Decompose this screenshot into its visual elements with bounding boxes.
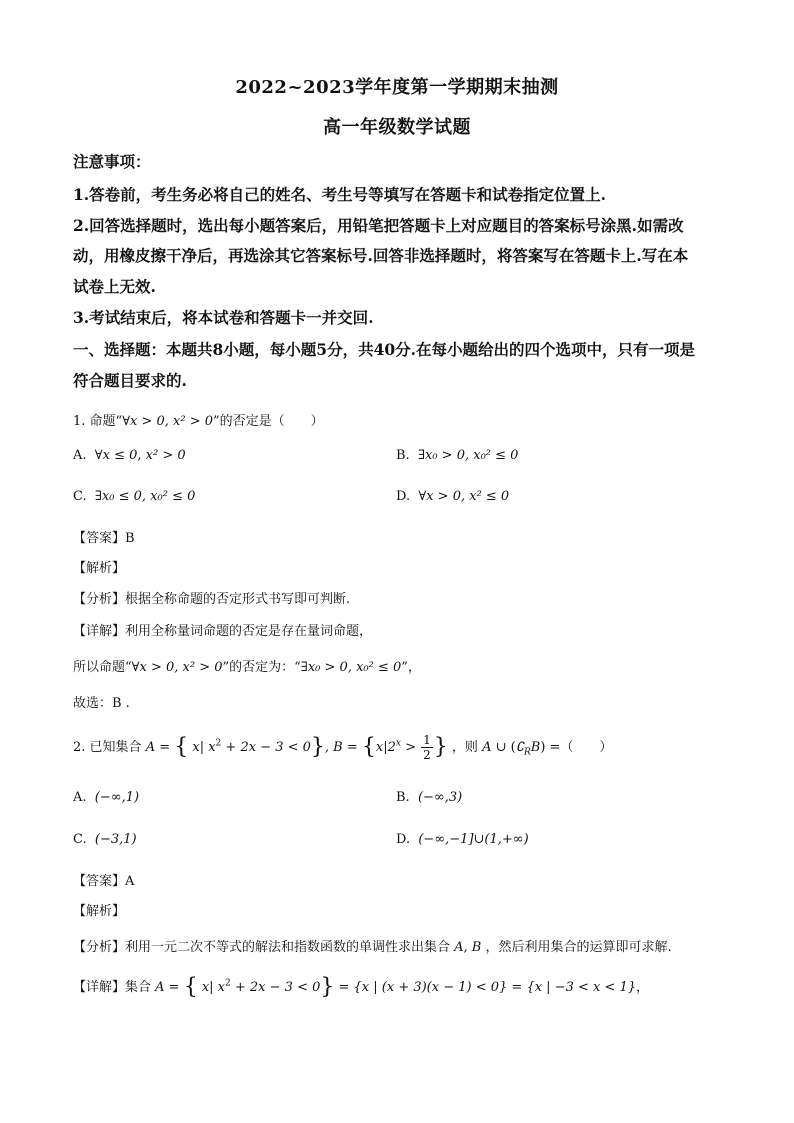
notice-item-2-line-3: 试卷上无效. <box>73 277 156 296</box>
q1-fenxi: 【分析】根据全称命题的否定形式书写即可判断. <box>73 592 351 607</box>
q1-option-d: D. ∀x > 0, x² ≤ 0 <box>396 489 510 504</box>
section-heading-line-2: 符合题目要求的. <box>73 371 187 390</box>
section-heading-line-1: 一、选择题：本题共8小题，每小题5分，共40分.在每小题给出的四个选项中，只有一项是 <box>73 340 696 359</box>
q1-stem: 1. 命题“∀x > 0, x² > 0”的否定是（ ） <box>73 414 324 429</box>
q2-option-c: C. (−3,1) <box>73 832 137 847</box>
q2-stem: 2. 已知集合 A = { x| $x^2 + 2x - 3 < 0$}, $B = \{x|2^x$ > $\frac{1}{2}$ } ，则 A ∪ $(∁_RB)$ =（ ） <box>73 733 613 762</box>
q1-stem-math: ∀x > 0, x² > 0 <box>122 414 214 429</box>
q2-answer: 【答案】A <box>73 874 135 889</box>
q1-choose: 故选：B . <box>73 696 130 711</box>
q1-answer: 【答案】B <box>73 531 135 546</box>
q1-option-b: B. ∃x₀ > 0, x₀² ≤ 0 <box>396 448 519 463</box>
q1-xiangjie: 【详解】利用全称量词命题的否定是存在量词命题， <box>73 624 373 639</box>
q2-xiangjie: 【详解】集合 A = { x| $x^2 + 2x - 3 < 0\} = \{x$ | (x + 3)(x − 1) < 0} = {x | −3 < x < 1}， <box>73 974 650 1000</box>
q2-option-a: A. (−∞,1) <box>73 790 140 805</box>
exam-title: 2022~2023学年度第一学期期末抽测 <box>235 77 559 98</box>
q2-fenxi: 【分析】利用一元二次不等式的解法和指数函数的单调性求出集合 A, B ，然后利用集合的运算即可求解. <box>73 940 672 955</box>
notice-item-2-line-2: 动，用橡皮擦干净后，再选涂其它答案标号.回答非选择题时，将答案写在答题卡上.写在本 <box>73 246 689 265</box>
q2-option-b: B. (−∞,3) <box>396 790 463 805</box>
notice-item-1: 1.答卷前，考生务必将自己的姓名、考生号等填写在答题卡和试卷指定位置上. <box>73 185 607 204</box>
exam-subtitle: 高一年级数学试题 <box>323 117 471 138</box>
q2-analysis-label: 【解析】 <box>73 904 126 919</box>
q2-xiangjie-math: A = { x| $x^2 + 2x - 3 < 0\} = \{x$ | (x + 3)(x − 1) < 0} = {x | −3 < x < 1} <box>155 974 637 1000</box>
q1-conclusion: 所以命题“∀x > 0, x² > 0”的否定为：“∃x₀ > 0, x₀² ≤ 0”， <box>73 660 421 675</box>
q1-option-c: C. ∃x₀ ≤ 0, x₀² ≤ 0 <box>73 489 196 504</box>
notice-heading: 注意事项： <box>73 152 151 171</box>
q2-expression: A ∪ $(∁_RB)$ <box>482 740 546 758</box>
notice-item-2-line-1: 2.回答选择题时，选出每小题答案后，用铅笔把答题卡上对应题目的答案标号涂黑.如需改 <box>73 216 684 235</box>
q1-analysis-label: 【解析】 <box>73 561 126 576</box>
q2-option-d: D. (−∞,−1]∪(1,+∞) <box>396 832 529 847</box>
q1-option-a: A. ∀x ≤ 0, x² > 0 <box>73 448 186 463</box>
notice-item-3: 3.考试结束后，将本试卷和答题卡一并交回. <box>73 308 374 327</box>
q2-set-a: A = { x| $x^2 + 2x - 3 < 0$}, $B = \{x|2^x$ > $\frac{1}{2}$ } <box>145 733 448 762</box>
